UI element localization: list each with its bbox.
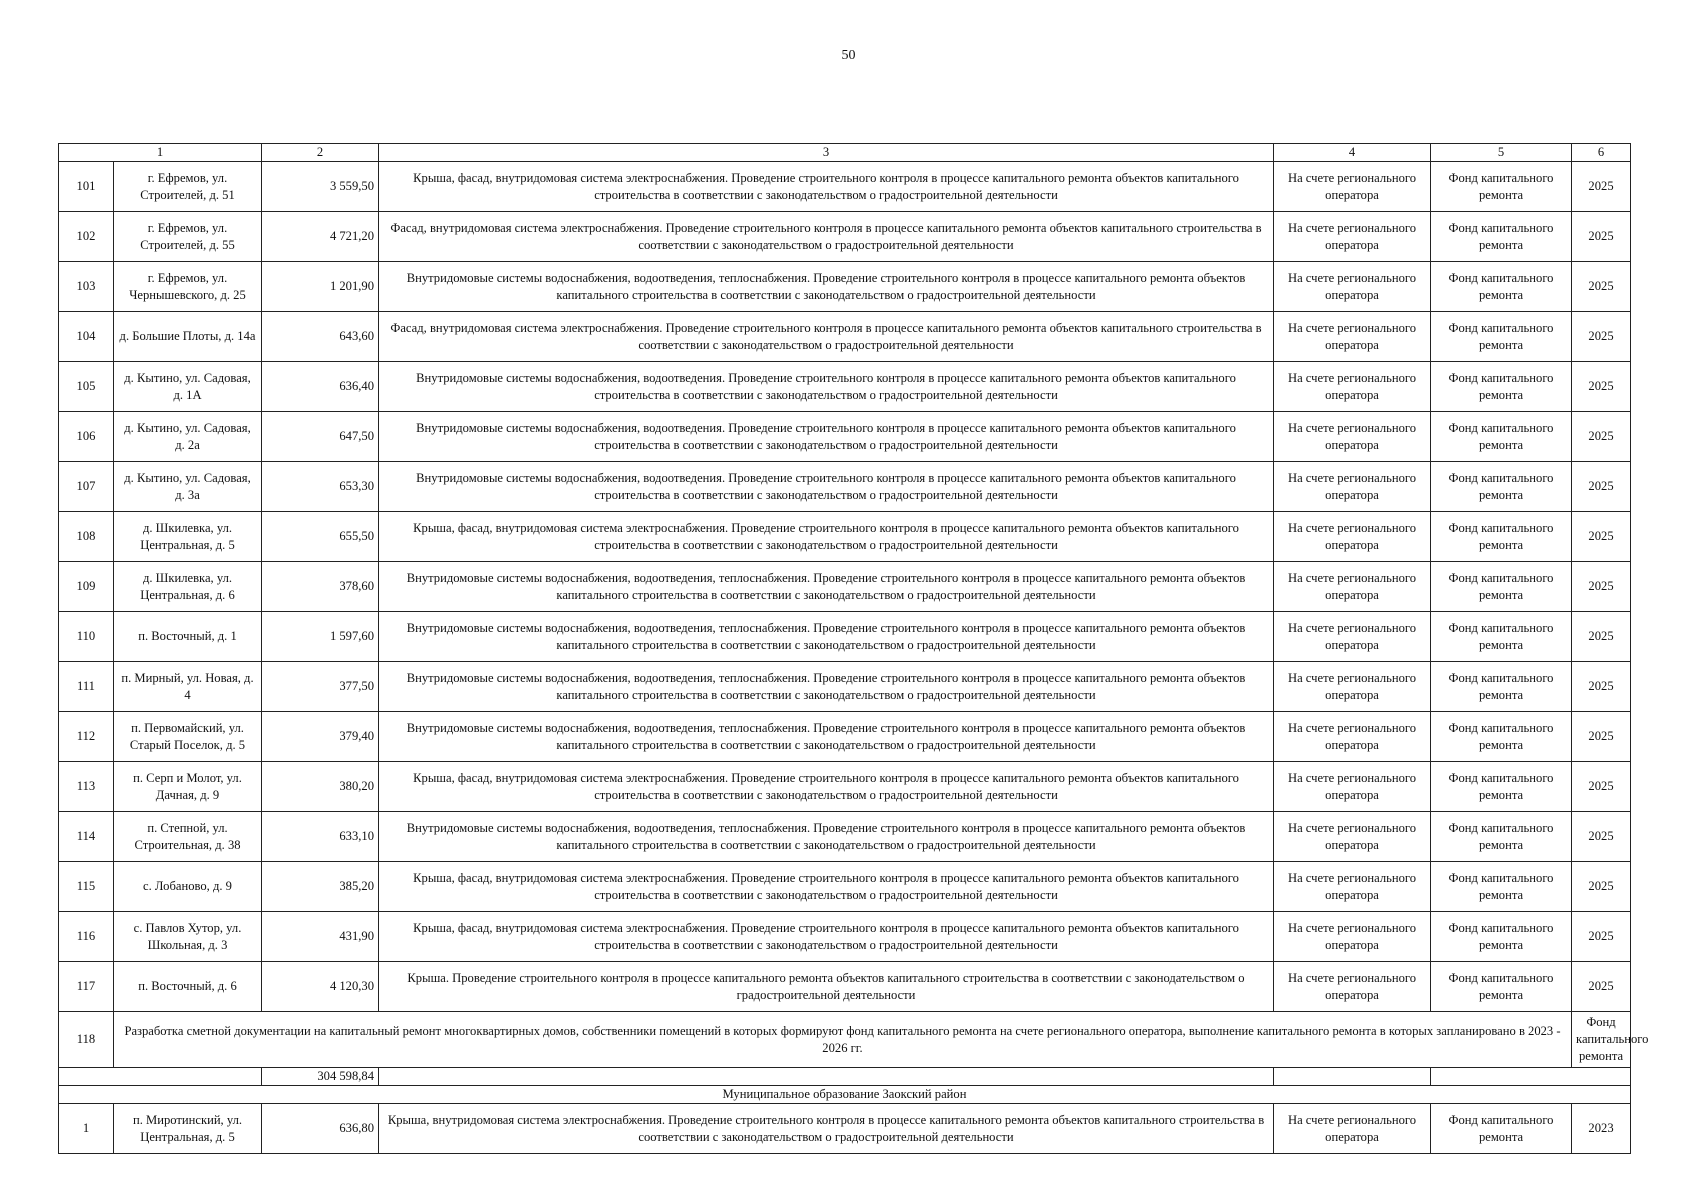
row-number: 107 [59,462,114,512]
row-area: 636,80 [262,1104,379,1154]
row-118-description: Разработка сметной документации на капитальный ремонт многоквартирных домов, собственники помещений в которых формируют фонд капитального ремонта на счете регионального оператора, выполнение капитального ремонта в которых запланировано в 2023 - 2026 гг. [114,1012,1572,1068]
row-address: п. Серп и Молот, ул. Дачная, д. 9 [114,762,262,812]
row-source: Фонд капитального ремонта [1431,812,1572,862]
row-works: Крыша, фасад, внутридомовая система электроснабжения. Проведение строительного контроля в процессе капитального ремонта объектов капитального строительства в соответствии с законодательством о градостроительной деятельности [379,862,1274,912]
row-year: 2025 [1572,162,1631,212]
row-year: 2023 [1572,1104,1631,1154]
row-account: На счете регионального оператора [1274,562,1431,612]
row-source: Фонд капитального ремонта [1431,962,1572,1012]
row-area: 377,50 [262,662,379,712]
row-account: На счете регионального оператора [1274,412,1431,462]
row-area: 643,60 [262,312,379,362]
row-year: 2025 [1572,612,1631,662]
row-works: Внутридомовые системы водоснабжения, водоотведения, теплоснабжения. Проведение строительного контроля в процессе капитального ремонта объектов капитального строительства в соответствии с законодательством о градостроительной деятельности [379,262,1274,312]
row-area: 3 559,50 [262,162,379,212]
row-year: 2025 [1572,662,1631,712]
row-address: д. Кытино, ул. Садовая, д. 3а [114,462,262,512]
table-row [59,462,1631,512]
row-account: На счете регионального оператора [1274,712,1431,762]
row-source: Фонд капитального ремонта [1431,512,1572,562]
table-row [59,312,1631,362]
row-number: 102 [59,212,114,262]
row-account: На счете регионального оператора [1274,862,1431,912]
total-label-cell [59,1068,262,1086]
row-source: Фонд капитального ремонта [1431,412,1572,462]
row-account: На счете регионального оператора [1274,512,1431,562]
row-area: 653,30 [262,462,379,512]
row-works: Внутридомовые системы водоснабжения, водоотведения, теплоснабжения. Проведение строительного контроля в процессе капитального ремонта объектов капитального строительства в соответствии с законодательством о градостроительной деятельности [379,662,1274,712]
row-address: г. Ефремов, ул. Строителей, д. 51 [114,162,262,212]
row-source: Фонд капитального ремонта [1431,1104,1572,1154]
row-address: п. Мирный, ул. Новая, д. 4 [114,662,262,712]
row-address: д. Большие Плоты, д. 14а [114,312,262,362]
row-number: 114 [59,812,114,862]
row-number: 108 [59,512,114,562]
row-account: На счете регионального оператора [1274,662,1431,712]
row-source: Фонд капитального ремонта [1431,262,1572,312]
row-area: 379,40 [262,712,379,762]
header-cell-3: 3 [379,144,1274,162]
row-area: 647,50 [262,412,379,462]
table-row [59,362,1631,412]
row-number: 110 [59,612,114,662]
row-account: На счете регионального оператора [1274,262,1431,312]
capital-repair-table [58,143,1649,1154]
estimate-documentation-row [59,1012,1631,1068]
row-year: 2025 [1572,912,1631,962]
section-title: Муниципальное образование Заокский район [59,1086,1631,1104]
row-source: Фонд капитального ремонта [1431,862,1572,912]
row-118-source: Фонд капитального ремонта [1572,1012,1631,1068]
row-address: п. Восточный, д. 1 [114,612,262,662]
row-number: 104 [59,312,114,362]
row-area: 4 120,30 [262,962,379,1012]
row-address: с. Павлов Хутор, ул. Школьная, д. 3 [114,912,262,962]
table-row [59,512,1631,562]
row-number: 106 [59,412,114,462]
header-cell-5: 5 [1431,144,1572,162]
row-works: Крыша, фасад, внутридомовая система электроснабжения. Проведение строительного контроля в процессе капитального ремонта объектов капитального строительства в соответствии с законодательством о градостроительной деятельности [379,512,1274,562]
row-source: Фонд капитального ремонта [1431,612,1572,662]
table-row [59,562,1631,612]
row-area: 380,20 [262,762,379,812]
row-number: 109 [59,562,114,612]
row-address: п. Миротинский, ул. Центральная, д. 5 [114,1104,262,1154]
table-row [59,1104,1631,1154]
row-works: Внутридомовые системы водоснабжения, водоотведения, теплоснабжения. Проведение строительного контроля в процессе капитального ремонта объектов капитального строительства в соответствии с законодательством о градостроительной деятельности [379,562,1274,612]
row-works: Крыша, фасад, внутридомовая система электроснабжения. Проведение строительного контроля в процессе капитального ремонта объектов капитального строительства в соответствии с законодательством о градостроительной деятельности [379,162,1274,212]
row-year: 2025 [1572,562,1631,612]
row-source: Фонд капитального ремонта [1431,212,1572,262]
row-works: Фасад, внутридомовая система электроснабжения. Проведение строительного контроля в процессе капитального ремонта объектов капитального строительства в соответствии с законодательством о градостроительной деятельности [379,212,1274,262]
table-row [59,712,1631,762]
row-address: д. Кытино, ул. Садовая, д. 1А [114,362,262,412]
row-number: 115 [59,862,114,912]
total-area: 304 598,84 [262,1068,379,1086]
table-row [59,962,1631,1012]
row-number: 117 [59,962,114,1012]
table-row [59,912,1631,962]
row-number: 112 [59,712,114,762]
row-year: 2025 [1572,512,1631,562]
row-works: Крыша, внутридомовая система электроснабжения. Проведение строительного контроля в процессе капитального ремонта объектов капитального строительства в соответствии с законодательством о градостроительной деятельности [379,1104,1274,1154]
table-row [59,162,1631,212]
row-number: 113 [59,762,114,812]
row-source: Фонд капитального ремонта [1431,662,1572,712]
row-address: г. Ефремов, ул. Строителей, д. 55 [114,212,262,262]
row-source: Фонд капитального ремонта [1431,362,1572,412]
row-area: 378,60 [262,562,379,612]
row-account: На счете регионального оператора [1274,162,1431,212]
row-area: 1 597,60 [262,612,379,662]
row-number: 1 [59,1104,114,1154]
row-number: 111 [59,662,114,712]
column-number-row [59,144,1631,162]
row-year: 2025 [1572,262,1631,312]
row-area: 385,20 [262,862,379,912]
row-works: Крыша, фасад, внутридомовая система электроснабжения. Проведение строительного контроля в процессе капитального ремонта объектов капитального строительства в соответствии с законодательством о градостроительной деятельности [379,912,1274,962]
row-source: Фонд капитального ремонта [1431,162,1572,212]
table-row [59,212,1631,262]
row-account: На счете регионального оператора [1274,962,1431,1012]
table-row [59,862,1631,912]
row-works: Внутридомовые системы водоснабжения, водоотведения, теплоснабжения. Проведение строительного контроля в процессе капитального ремонта объектов капитального строительства в соответствии с законодательством о градостроительной деятельности [379,712,1274,762]
row-year: 2025 [1572,212,1631,262]
row-source: Фонд капитального ремонта [1431,562,1572,612]
row-source: Фонд капитального ремонта [1431,912,1572,962]
row-account: На счете регионального оператора [1274,1104,1431,1154]
row-account: На счете регионального оператора [1274,362,1431,412]
row-address: д. Шкилевка, ул. Центральная, д. 6 [114,562,262,612]
header-cell-6: 6 [1572,144,1631,162]
row-works: Крыша, фасад, внутридомовая система электроснабжения. Проведение строительного контроля в процессе капитального ремонта объектов капитального строительства в соответствии с законодательством о градостроительной деятельности [379,762,1274,812]
table-row [59,262,1631,312]
row-source: Фонд капитального ремонта [1431,462,1572,512]
row-year: 2025 [1572,762,1631,812]
total-account-cell [1274,1068,1431,1086]
row-year: 2025 [1572,362,1631,412]
row-area: 633,10 [262,812,379,862]
section-heading-row [59,1086,1631,1104]
row-year: 2025 [1572,412,1631,462]
row-account: На счете регионального оператора [1274,212,1431,262]
total-works-cell [379,1068,1274,1086]
row-year: 2025 [1572,312,1631,362]
row-account: На счете регионального оператора [1274,912,1431,962]
table-row [59,612,1631,662]
table-row [59,412,1631,462]
row-number: 118 [59,1012,114,1068]
row-works: Внутридомовые системы водоснабжения, водоотведения, теплоснабжения. Проведение строительного контроля в процессе капитального ремонта объектов капитального строительства в соответствии с законодательством о градостроительной деятельности [379,812,1274,862]
row-source: Фонд капитального ремонта [1431,762,1572,812]
row-address: д. Шкилевка, ул. Центральная, д. 5 [114,512,262,562]
row-year: 2025 [1572,462,1631,512]
row-account: На счете регионального оператора [1274,812,1431,862]
row-account: На счете регионального оператора [1274,462,1431,512]
row-address: п. Первомайский, ул. Старый Поселок, д. 5 [114,712,262,762]
row-area: 431,90 [262,912,379,962]
row-number: 105 [59,362,114,412]
header-cell-1: 1 [59,144,262,162]
row-address: д. Кытино, ул. Садовая, д. 2а [114,412,262,462]
row-source: Фонд капитального ремонта [1431,312,1572,362]
row-works: Крыша. Проведение строительного контроля в процессе капитального ремонта объектов капитального строительства в соответствии с законодательством о градостроительной деятельности [379,962,1274,1012]
header-cell-2: 2 [262,144,379,162]
header-cell-4: 4 [1274,144,1431,162]
row-area: 655,50 [262,512,379,562]
row-works: Внутридомовые системы водоснабжения, водоотведения, теплоснабжения. Проведение строительного контроля в процессе капитального ремонта объектов капитального строительства в соответствии с законодательством о градостроительной деятельности [379,612,1274,662]
row-year: 2025 [1572,812,1631,862]
table-row [59,662,1631,712]
row-works: Внутридомовые системы водоснабжения, водоотведения. Проведение строительного контроля в процессе капитального ремонта объектов капитального строительства в соответствии с законодательством о градостроительной деятельности [379,362,1274,412]
table-row [59,812,1631,862]
table-row [59,762,1631,812]
total-source-cell [1431,1068,1631,1086]
page-number: 50 [841,48,856,63]
row-address: п. Восточный, д. 6 [114,962,262,1012]
row-address: с. Лобаново, д. 9 [114,862,262,912]
row-number: 101 [59,162,114,212]
row-year: 2025 [1572,962,1631,1012]
row-works: Внутридомовые системы водоснабжения, водоотведения. Проведение строительного контроля в процессе капитального ремонта объектов капитального строительства в соответствии с законодательством о градостроительной деятельности [379,412,1274,462]
row-area: 636,40 [262,362,379,412]
row-address: г. Ефремов, ул. Чернышевского, д. 25 [114,262,262,312]
row-account: На счете регионального оператора [1274,312,1431,362]
row-account: На счете регионального оператора [1274,762,1431,812]
row-number: 116 [59,912,114,962]
row-address: п. Степной, ул. Строительная, д. 38 [114,812,262,862]
row-year: 2025 [1572,712,1631,762]
row-year: 2025 [1572,862,1631,912]
row-account: На счете регионального оператора [1274,612,1431,662]
total-row [59,1068,1631,1086]
row-area: 1 201,90 [262,262,379,312]
row-number: 103 [59,262,114,312]
row-source: Фонд капитального ремонта [1431,712,1572,762]
row-works: Фасад, внутридомовая система электроснабжения. Проведение строительного контроля в процессе капитального ремонта объектов капитального строительства в соответствии с законодательством о градостроительной деятельности [379,312,1274,362]
row-area: 4 721,20 [262,212,379,262]
row-works: Внутридомовые системы водоснабжения, водоотведения. Проведение строительного контроля в процессе капитального ремонта объектов капитального строительства в соответствии с законодательством о градостроительной деятельности [379,462,1274,512]
